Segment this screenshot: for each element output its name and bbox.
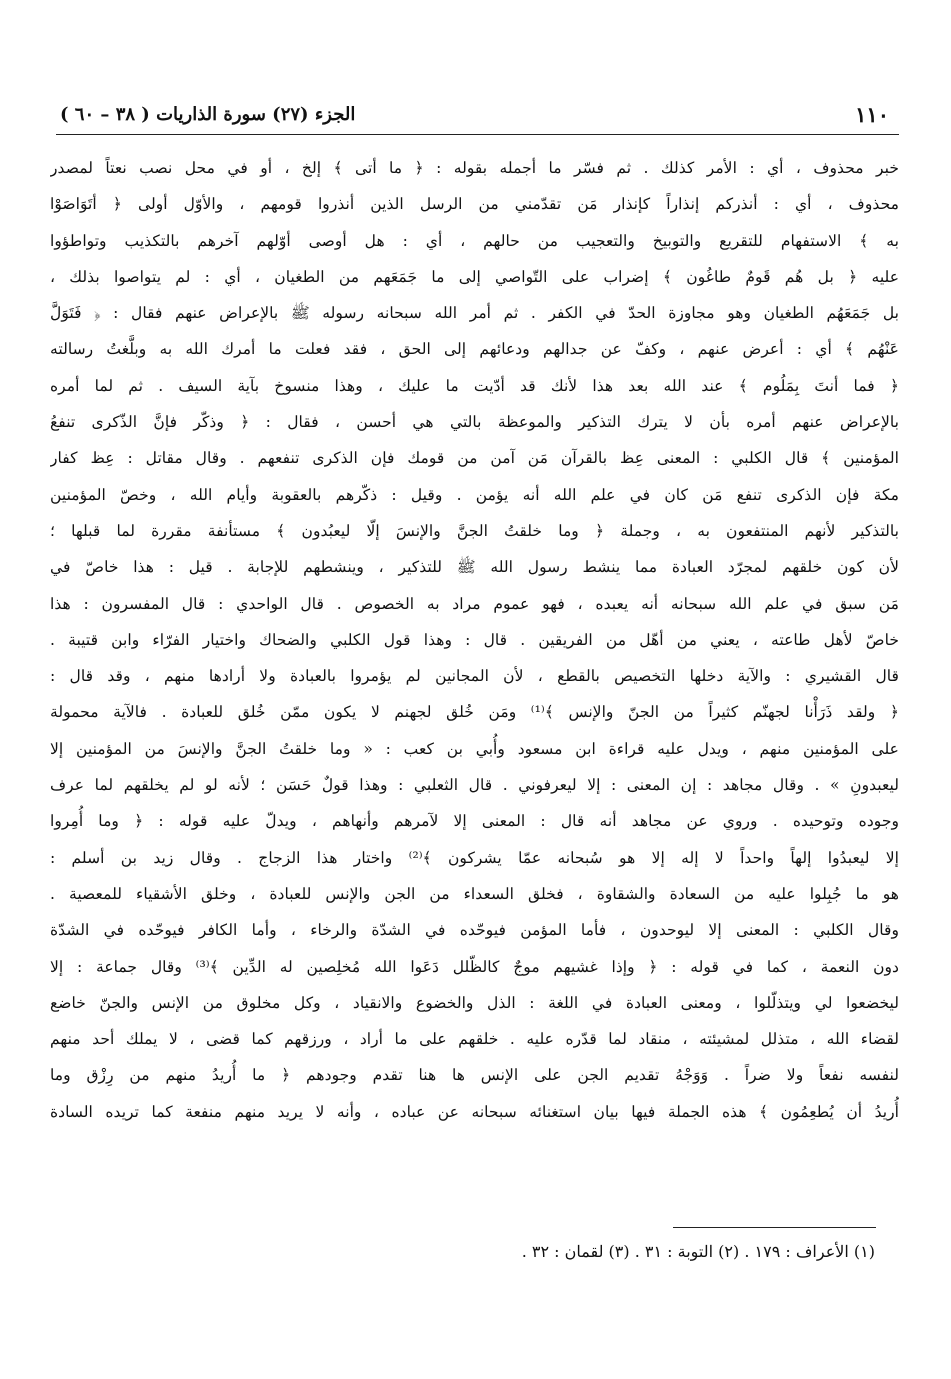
text-line: هو ما جُبِلوا عليه من السعادة والشقاوة ، فخلق السعداء من الجن والإنس للعبادة ، وخلق الأشقياء للمعصية . [50,884,899,903]
text-line: على المؤمنين منهم ، ويدل عليه قراءة ابن مسعود وأُبي بن كعب : « وما خلقتُ الجنَّ والإنسَ من المؤمنين إلا [50,739,899,758]
page-header [56,96,899,135]
footnotes: (١) الأعراف : ١٧٩ . (٢) التوبة : ٣١ . (٣) لقمان : ٣٢ . [521,1242,875,1261]
text-line: عليه ﴿ بل هُم قَومٌ طاغُون ﴾ إضراب على التّواصي إلى ما جَمَعَهم من الطغيان ، أي : لم يتواصوا بذلك ، [50,267,899,286]
body-text [50,150,899,1195]
text-line: مكة فإن الذكرى تنفع مَن كان في علم الله أنه يؤمن . وقيل : ذكّرهم بالعقوبة وأيام الله ، وخصّ المؤمنين [50,485,899,504]
text-line [50,1130,899,1166]
text-line: وقال الكلبي : المعنى إلا ليوحدون ، فأما المؤمن فيوحّده في الشدّة والرخاء ، وأما الكافر فيوحّده في الشدّة [50,921,899,940]
text-line: خاصّ لأهل طاعته ، يعني من أهّل من الفريقين . قال : وهذا قول الكلبي والضحاك واختيار الفرّاء وابن قتيبة . [50,630,899,649]
text-line: قال القشيري : والآية دخلها التخصيص بالقطع ، لأن المجانين لم يؤمروا بالعبادة ولا أرادها منهم ، وقد قال : [50,667,899,686]
text-line: دون النعمة ، كما في قوله : ﴿ وإذا غشيهم موجٌ كالظّلل دَعَوا الله مُخلِصين له الدِّين ﴾⁽³⁾ وقال جماعة : إلا [50,957,899,976]
text-line: بالإعراض عنهم أمره بأن لا يترك التذكير والموعظة بالتي هي أحسن ، فقال : ﴿ وذكّر فإنَّ الذّكرى تنفعُ [50,413,899,432]
text-line: أُريدُ أن يُطعِمُون ﴾ هذه الجملة فيها بيان استغنائه سبحانه عن عباده ، وأنه لا يريد منهم منفعة كما تريده السادة [50,1102,899,1121]
text-line: ﴿ فما أنتَ بِمَلُوم ﴾ عند الله بعد هذا لأنك قد أدّيت ما عليك ، وهذا منسوخ بآية السيف . ثم لما أمره [50,376,899,395]
running-title: الجزء (٢٧) سورة الذاريات ( ٣٨ – ٦٠ ) [60,104,356,125]
text-line: خبر محذوف ، أي : الأمر كذلك . ثم فسّر ما أجمله بقوله : ﴿ ما أتى ﴾ إلخ ، أو في محل نصب نعتاً لمصدر [50,159,899,177]
text-line: لقضاء الله ، متذلل لمشيئته ، منقاد لما قدّره عليه . خلقهم على ما أراد ، ورزقهم كما قضى ، لا يملك أحد منهم [50,1030,899,1049]
text-line: محذوف ، أي : أنذركم إنذاراً كإنذار مَن تقدّمني من الرسل الذين أنذروا قومهم ، والأوّل أولى ﴿ أتَوَاصَوْا [50,195,899,214]
text-line: عَنْهُم ﴾ أي : أعرض عنهم ، وكفّ عن جدالهم ودعائهم إلى الحق ، فقد فعلت ما أمرك الله به وبلَّغتُ رسالته [50,340,899,359]
text-line: بالتذكير لأنهم المنتفعون به ، وجملة ﴿ وما خلقتُ الجنَّ والإنسَ إلّا ليعبُدون ﴾ مستأنفة مقررة لما قبلها ؛ [50,521,899,540]
text-line: ليخضعوا لي ويتذلّلوا ، ومعنى العبادة في اللغة : الذل والخضوع والانقياد ، وكل مخلوق من الإنس والجنّ خاضع [50,993,899,1012]
text-line: إلا ليعبدُوا إلهاً واحداً لا إله إلا هو سُبحانه عمّا يشركون ﴾⁽²⁾ واختار هذا الزجاج . وقال زيد بن أسلم : [50,848,899,867]
text-line: بل جَمَعَهُم الطغيان وهو مجاوزة الحدّ في الكفر . ثم أمر الله سبحانه رسوله ﷺ بالإعراض عنهم فقال : ﴿ فَتَوَلَّ [50,304,899,323]
text-line: ﴿ ولقد ذَرَأْنا لجهنّم كثيراً من الجنّ والإنس ﴾⁽¹⁾ ومَن خُلق لجهنم لا يكون ممّن خُلق للعبادة . فالآية محمولة [50,703,899,722]
text-line: به ﴾ الاستفهام للتقريع والتوبيخ والتعجيب من حالهم ، أي : هل أوصى أوّلهم آخرهم بالتكذيب وتواطؤوا [50,231,899,250]
text-line: لأن كون خلقهم لمجرّد العبادة مما ينشط رسول الله ﷺ للتذكير ، وينشطهم للإجابة . قيل : هذا خاصّ في [50,558,899,577]
footnote-divider [673,1227,876,1228]
text-line: وجوده وتوحيده . وروي عن مجاهد أنه قال : المعنى إلا لآمرهم وأنهاهم ، ويدلّ عليه قوله : ﴿ وما أُمِروا [50,812,899,831]
page-number: ١١٠ [855,102,889,127]
text-line: المؤمنين ﴾ قال الكلبي : المعنى عِظ بالقرآن مَن آمن من قومك فإن الذكرى تنفعهم . وقال مقاتل : عِظ كفار [50,449,899,468]
text-line: ليعبدونِ » . وقال مجاهد : إن المعنى : إلا ليعرفوني . قال الثعلبي : وهذا قولٌ حَسَن ؛ لأنه لو لم يخلقهم لما عرف [50,776,899,795]
text-line: لنفسه نفعاً ولا ضراً . وَوَجْهُ تقديم الجن على الإنس ها هنا تقدم وجودهم ﴿ ما أُريدُ منهم من رِزْق وما [50,1066,899,1085]
text-line: مَن سبق في علم الله سبحانه أنه يعبده ، فهو عموم مراد به الخصوص . قال الواحدي : قال المفسرون : هذا [50,594,899,613]
